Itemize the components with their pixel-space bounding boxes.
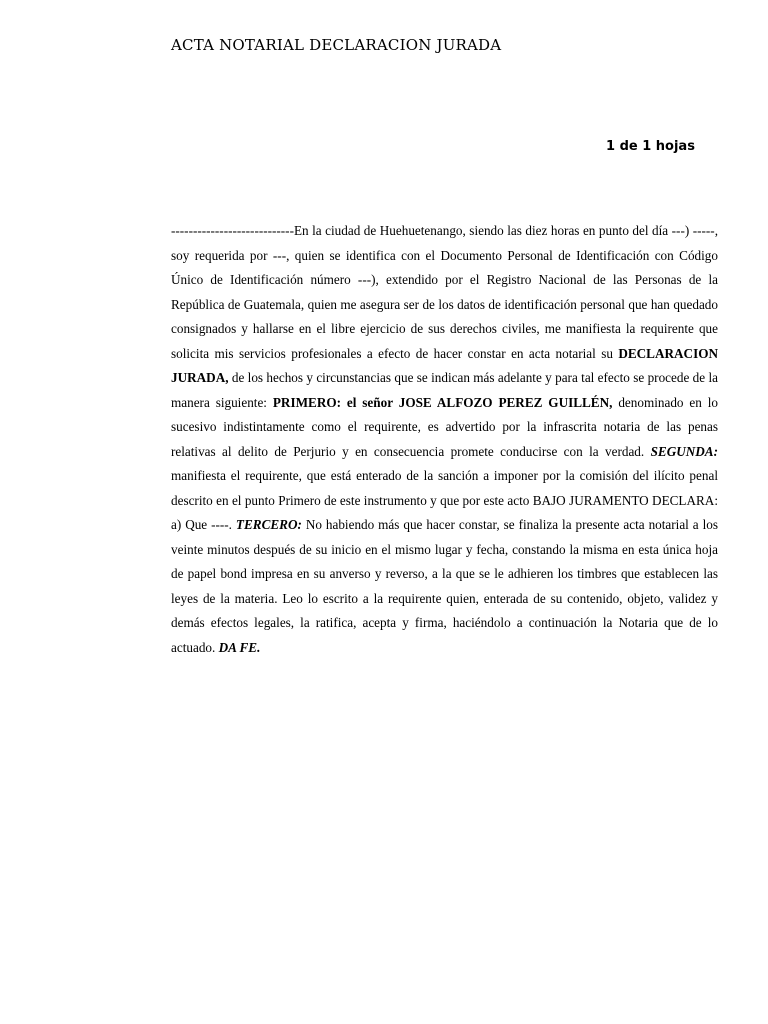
document-body bbox=[171, 219, 718, 660]
body-segment-bold: PRIMERO: el señor JOSE ALFOZO PEREZ GUILLÉN, bbox=[272, 394, 613, 410]
body-segment-bold: DECLARACION JURADA, bbox=[171, 345, 718, 385]
body-segment: ----------------------------En la ciudad de Huehuetenango, siendo las diez horas en punto del día ---) -----, soy requerida por ---, quien se identifica con el Documento Personal de Identificación con Código Único de Identificación número ---), extendido por el Registro Nacional de las Personas de la República de Guatemala, quien me asegura ser de los datos de identificación personal que han quedado consignados y hallarse en el libre ejercicio de sus derechos civiles, me manifiesta la requirente que solicita mis servicios profesionales a efecto de hacer constar en acta notarial su bbox=[171, 223, 718, 361]
body-segment: de los hechos y circunstancias que se indican más adelante y para tal efecto se procede de la manera siguiente: bbox=[171, 370, 718, 410]
body-segment: No habiendo más que hacer constar, se finaliza la presente acta notarial a los veinte minutos después de su inicio en el mismo lugar y fecha, constando la misma en esta única hoja de papel bond impresa en su anverso y reverso, a la que se le adhieren los timbres que establecen las leyes de la materia. Leo lo escrito a la requirente quien, enterada de su contenido, objeto, validez y demás efectos legales, la ratifica, acepta y firma, haciéndolo a continuación la Notaria que de lo actuado. bbox=[171, 517, 718, 655]
body-segment-bold-italic bbox=[219, 640, 261, 655]
body-segment-bold-italic bbox=[236, 517, 302, 532]
document-title: ACTA NOTARIAL DECLARACION JURADA bbox=[171, 36, 502, 54]
closing-da-fe: DA FE. bbox=[218, 639, 261, 655]
section-heading-segunda: SEGUNDA: bbox=[650, 443, 718, 459]
section-heading-tercero: TERCERO: bbox=[235, 517, 302, 532]
body-segment-bold-italic bbox=[651, 444, 718, 459]
body-segment: denominado en lo sucesivo indistintamente como el requirente, es advertido por la infrascrita notaria de las penas relativas al delito de Perjurio y en consecuencia promete conducirse con la verdad. bbox=[171, 394, 719, 459]
page-count: 1 de 1 hojas bbox=[606, 139, 695, 154]
body-segment: manifiesta el requirente, que está enterado de la sanción a imponer por la comisión del ilícito penal descrito en el punto Primero de este instrumento y que por este acto BAJO JURAMENTO DECLARA: a) Que ----. bbox=[171, 468, 718, 532]
